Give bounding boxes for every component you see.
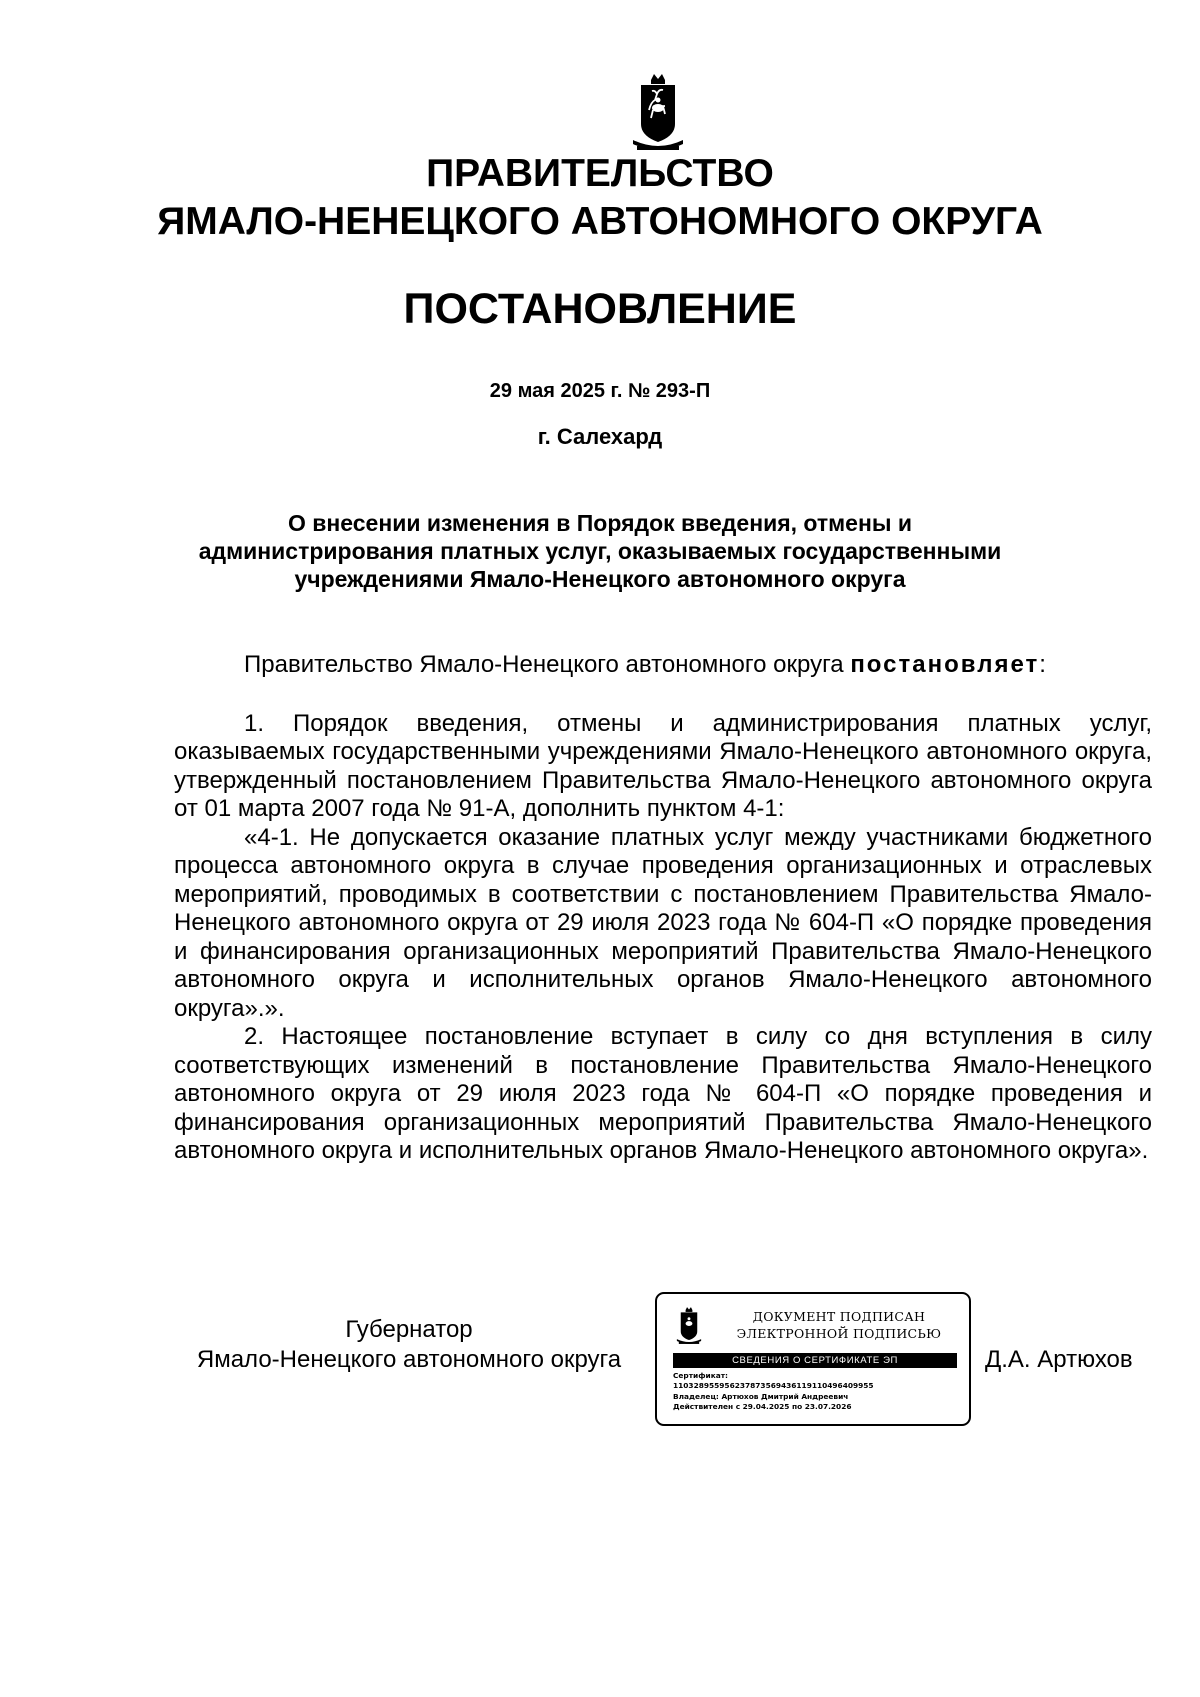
stamp-validity: Действителен с 29.04.2025 по 23.07.2026 xyxy=(673,1402,852,1412)
electronic-signature-stamp xyxy=(655,1292,971,1426)
paragraph-1: 1. Порядок введения, отмены и администрирования платных услуг, оказываемых государственными учреждениями Ямало-Ненецкого автономного округа, утвержденный постановлением Правительства Ямало-Ненецкого автономного округа от 01 марта 2007 года № 91-А, дополнить пунктом 4-1: xyxy=(174,709,1152,822)
stamp-coat-of-arms-icon xyxy=(673,1305,705,1347)
intro-paragraph xyxy=(174,651,1152,680)
position-line-1: Губернатор xyxy=(345,1316,473,1343)
signatory-position xyxy=(170,1315,648,1375)
organization-name xyxy=(0,150,1200,246)
date-and-number: 29 мая 2025 г. № 293-П xyxy=(489,380,711,402)
city: г. Салехард xyxy=(537,424,663,449)
intro-keyword: постановляет xyxy=(850,651,1040,678)
paragraph-4-1: «4-1. Не допускается оказание платных услуг между участниками бюджетного процесса автономного округа в случае проведения организационных и отраслевых мероприятий, проводимых в соответствии с постановлением Правительства Ямало-Ненецкого автономного округа от 29 июля 2023 года № 604-П «О порядке проведения и финансирования организационных мероприятий Правительства Ямало-Ненецкого автономного округа и исполнительных органов Ямало-Ненецкого автономного округа».». xyxy=(174,823,1152,1022)
signatory-name: Д.А. Артюхов xyxy=(985,1346,1133,1373)
paragraph-2: 2. Настоящее постановление вступает в силу со дня вступления в силу соответствующих изменений в постановление Правительства Ямало-Ненецкого автономного округа от 29 июля 2023 года № 604-П «О порядке проведения и финансирования организационных мероприятий Правительства Ямало-Ненецкого автономного округа и исполнительных органов Ямало-Ненецкого автономного округа». xyxy=(174,1023,1152,1164)
org-line-1: ПРАВИТЕЛЬСТВО xyxy=(426,152,774,195)
stamp-certificate-bar: СВЕДЕНИЯ О СЕРТИФИКАТЕ ЭП xyxy=(673,1353,957,1368)
coat-of-arms-icon xyxy=(625,70,691,156)
stamp-cert-label: Сертификат: xyxy=(673,1371,728,1380)
stamp-cert-number: 110328955956237873569436119110496409955 xyxy=(673,1381,874,1391)
stamp-heading xyxy=(715,1308,963,1342)
org-line-2: ЯМАЛО-НЕНЕЦКОГО АВТОНОМНОГО ОКРУГА xyxy=(157,200,1043,243)
document-title: О внесении изменения в Порядок введения, отмены и администрирования платных услуг, оказываемых государственными учреждениями Ямало-Ненецкого автономного округа xyxy=(198,510,1002,592)
position-line-2: Ямало-Ненецкого автономного округа xyxy=(196,1346,622,1373)
stamp-certificate-details xyxy=(673,1371,963,1413)
stamp-owner: Владелец: Артюхов Дмитрий Андреевич xyxy=(673,1391,849,1401)
intro-end: : xyxy=(1039,651,1046,678)
document-body xyxy=(174,651,1152,1166)
intro-text: Правительство Ямало-Ненецкого автономного округа xyxy=(244,651,851,678)
document-type: ПОСТАНОВЛЕНИЕ xyxy=(403,285,797,333)
stamp-heading-line-1: ДОКУМЕНТ ПОДПИСАН xyxy=(752,1309,926,1324)
stamp-heading-line-2: ЭЛЕКТРОННОЙ ПОДПИСЬЮ xyxy=(736,1326,942,1341)
